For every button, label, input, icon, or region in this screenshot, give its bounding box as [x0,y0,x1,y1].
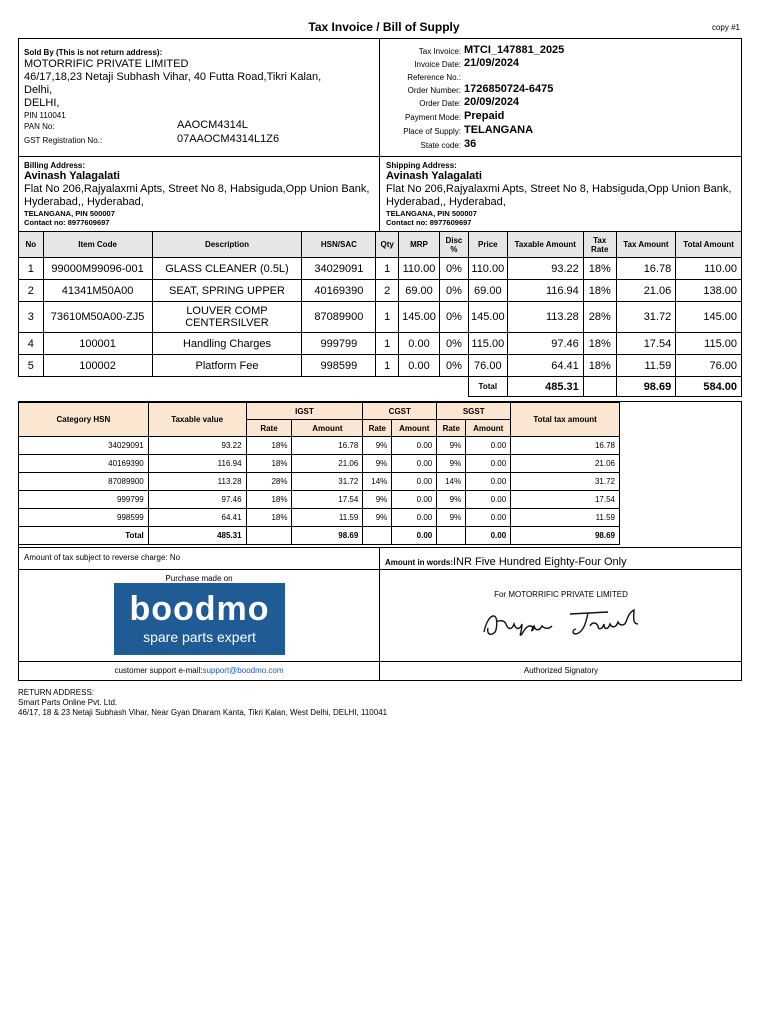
support-label: customer support e-mail: [114,666,203,675]
igst-amount: 17.54 [292,491,363,509]
tax-taxable: 93.22 [148,437,246,455]
col-disc-line2: % [450,244,458,254]
item-tax-amount: 21.06 [616,280,676,302]
tax-taxable: 116.94 [148,455,246,473]
col-item-code: Item Code [43,232,152,258]
sgst-amount: 0.00 [466,509,511,527]
invoice-meta-label: Reference No.: [407,73,461,82]
item-taxable: 113.28 [507,302,583,333]
items-total-tax: 98.69 [616,377,676,397]
amount-in-words-value: INR Five Hundred Eighty-Four Only [453,556,627,568]
signature-image [478,602,653,644]
item-hsn: 999799 [302,333,376,355]
sgst-rate: 9% [437,509,466,527]
tax-total-cgst: 0.00 [392,527,437,545]
item-description: Handling Charges [152,333,302,355]
col-disc-line1: Disc [445,235,463,245]
item-disc: 0% [440,258,469,280]
billing-line: Hyderabad,, Hyderabad, [24,196,144,208]
col-disc [440,232,469,258]
item-row [19,258,742,280]
cgst-amount: 0.00 [392,437,437,455]
item-mrp: 0.00 [398,333,439,355]
col-description: Description [152,232,302,258]
items-total-label: Total [468,377,507,397]
item-qty: 1 [376,333,399,355]
sgst-rate: 9% [437,455,466,473]
item-disc: 0% [440,302,469,333]
shipping-line: Hyderabad,, Hyderabad, [386,196,506,208]
billing-contact: Contact no: 8977609697 [24,218,110,227]
col-tax-rate [583,232,616,258]
item-rate: 18% [583,355,616,377]
col-mrp: MRP [398,232,439,258]
cgst-rate: 9% [363,437,392,455]
invoice-meta-value: 20/09/2024 [464,96,520,108]
item-hsn: 87089900 [302,302,376,333]
invoice-meta-value: Prepaid [464,110,505,122]
cgst-amount-header: Amount [392,420,437,437]
item-disc: 0% [440,333,469,355]
item-code: 73610M50A00-ZJ5 [43,302,152,333]
item-mrp: 110.00 [398,258,439,280]
items-total-row [19,377,742,397]
seller-pin: PIN 110041 [24,111,66,120]
amount-in-words-label: Amount in words: [385,558,453,567]
return-address-line: 46/17, 18 & 23 Netaji Subhash Vihar, Near Gyan Dharam Kanta, Tikri Kalan, West Delhi, DELHI, 110041 [18,708,388,717]
igst-amount: 16.78 [292,437,363,455]
tax-total: 11.59 [511,509,620,527]
item-code: 100002 [43,355,152,377]
seller-address-line: Delhi, [24,84,53,96]
copy-label: copy #1 [711,23,740,32]
billing-name: Avinash Yalagalati [24,170,120,182]
item-no: 2 [19,280,44,302]
shipping-address [386,161,746,227]
item-total: 110.00 [676,258,742,280]
shipping-contact: Contact no: 8977609697 [386,218,472,227]
tax-col-total: Total tax amount [511,403,620,437]
return-address-label: RETURN ADDRESS: [18,688,95,697]
item-qty: 2 [376,280,399,302]
tax-col-igst: IGST [246,403,363,420]
item-description: GLASS CLEANER (0.5L) [152,258,302,280]
purchase-made-on: Purchase made on [165,574,233,583]
tax-total-igst: 98.69 [292,527,363,545]
items-table [18,231,742,397]
item-code: 41341M50A00 [43,280,152,302]
col-qty: Qty [376,232,399,258]
item-description-line1: LOUVER COMP [186,305,268,317]
item-disc: 0% [440,280,469,302]
sgst-rate: 9% [437,437,466,455]
tax-total-label: Total [19,527,149,545]
tax-row [19,455,620,473]
tax-hsn: 999799 [19,491,149,509]
invoice-meta-label: Place of Supply: [403,127,461,136]
sgst-amount: 0.00 [466,437,511,455]
tax-total-amount: 98.69 [511,527,620,545]
item-row [19,355,742,377]
cgst-amount: 0.00 [392,491,437,509]
tax-col-taxable: Taxable value [148,403,246,437]
item-no: 4 [19,333,44,355]
col-total: Total Amount [676,232,742,258]
shipping-label: Shipping Address: [386,161,457,170]
gst-label: GST Registration No.: [24,136,103,145]
invoice-meta-label: Invoice Date: [414,60,461,69]
sgst-amount: 0.00 [466,473,511,491]
items-total-taxable: 485.31 [507,377,583,397]
igst-rate: 18% [246,437,292,455]
shipping-name: Avinash Yalagalati [386,170,482,182]
item-disc: 0% [440,355,469,377]
item-taxable: 97.46 [507,333,583,355]
invoice-meta-label: State code: [420,141,461,150]
item-row [19,280,742,302]
amount-in-words [385,552,627,570]
col-hsn: HSN/SAC [302,232,376,258]
igst-rate: 28% [246,473,292,491]
tax-row [19,491,620,509]
item-hsn: 998599 [302,355,376,377]
item-total: 145.00 [676,302,742,333]
igst-rate: 18% [246,455,292,473]
igst-rate: 18% [246,509,292,527]
item-price: 76.00 [468,355,507,377]
item-code: 100001 [43,333,152,355]
logo-tagline: spare parts expert [143,629,256,645]
item-row [19,302,742,333]
cgst-rate-header: Rate [363,420,392,437]
item-qty: 1 [376,302,399,333]
cgst-rate: 9% [363,455,392,473]
gst-value: 07AAOCM4314L1Z6 [177,133,280,145]
item-description: Platform Fee [152,355,302,377]
authorized-signatory: Authorized Signatory [523,666,599,675]
seller-address-line: DELHI, [24,97,60,109]
item-description [152,302,302,333]
igst-amount: 21.06 [292,455,363,473]
tax-total-sgst: 0.00 [466,527,511,545]
seller-address-line: 46/17,18,23 Netaji Subhash Vihar, 40 Futta Road,Tikri Kalan, [24,71,322,83]
item-price: 115.00 [468,333,507,355]
col-tax-amount: Tax Amount [616,232,676,258]
billing-label: Billing Address: [24,161,86,170]
igst-amount: 11.59 [292,509,363,527]
item-rate: 18% [583,258,616,280]
customer-support [18,666,380,675]
igst-amount-header: Amount [292,420,363,437]
item-description: SEAT, SPRING UPPER [152,280,302,302]
item-rate: 28% [583,302,616,333]
logo-wordmark: boodmo [129,590,270,628]
tax-taxable: 64.41 [148,509,246,527]
item-description-line2: CENTERSILVER [185,317,269,329]
sgst-amount: 0.00 [466,455,511,473]
item-total: 76.00 [676,355,742,377]
invoice-meta-label: Payment Mode: [404,113,461,122]
tax-total: 21.06 [511,455,620,473]
tax-summary-table [18,402,620,545]
col-tax-rate-line2: Rate [591,244,609,254]
item-code: 99000M99096-001 [43,258,152,280]
tax-hsn: 34029091 [19,437,149,455]
tax-col-sgst: SGST [437,403,511,420]
tax-total: 17.54 [511,491,620,509]
item-tax-amount: 16.78 [616,258,676,280]
boodmo-logo [114,583,285,655]
shipping-state-pin: TELANGANA, PIN 500007 [386,209,477,218]
tax-col-cgst: CGST [363,403,437,420]
col-price: Price [468,232,507,258]
col-tax-rate-line1: Tax [593,235,607,245]
tax-header-row [19,403,620,420]
item-price: 69.00 [468,280,507,302]
tax-taxable: 113.28 [148,473,246,491]
invoice-meta-value: MTCI_147881_2025 [464,44,565,56]
tax-taxable: 97.46 [148,491,246,509]
item-taxable: 116.94 [507,280,583,302]
tax-total-row [19,527,620,545]
invoice-meta-value: 36 [464,138,477,150]
for-company: For MOTORRIFIC PRIVATE LIMITED [494,590,628,599]
invoice-meta-value: 1726850724-6475 [464,83,554,95]
item-taxable: 64.41 [507,355,583,377]
cgst-rate: 14% [363,473,392,491]
item-qty: 1 [376,355,399,377]
tax-hsn: 40169390 [19,455,149,473]
invoice-meta-value: TELANGANA [464,124,534,136]
item-hsn: 40169390 [302,280,376,302]
tax-total: 31.72 [511,473,620,491]
item-qty: 1 [376,258,399,280]
support-email-link[interactable]: support@boodmo.com [202,666,284,675]
seller-label: Sold By (This is not return address): [24,48,163,57]
return-address [18,688,387,718]
tax-col-category: Category HSN [19,403,149,437]
invoice-meta-label: Order Date: [419,99,461,108]
item-tax-amount: 31.72 [616,302,676,333]
item-price: 110.00 [468,258,507,280]
item-taxable: 93.22 [507,258,583,280]
item-tax-amount: 17.54 [616,333,676,355]
igst-amount: 31.72 [292,473,363,491]
reverse-charge-note: Amount of tax subject to reverse charge: No [24,553,181,562]
invoice-meta-value: 21/09/2024 [464,57,520,69]
sgst-amount-header: Amount [466,420,511,437]
cgst-amount: 0.00 [392,455,437,473]
item-no: 3 [19,302,44,333]
col-taxable: Taxable Amount [507,232,583,258]
pan-label: PAN No: [24,122,55,131]
item-row [19,333,742,355]
item-no: 5 [19,355,44,377]
tax-hsn: 87089900 [19,473,149,491]
item-hsn: 34029091 [302,258,376,280]
item-rate: 18% [583,333,616,355]
sgst-rate: 14% [437,473,466,491]
billing-address [24,161,384,227]
items-grand-total: 584.00 [676,377,742,397]
item-price: 145.00 [468,302,507,333]
item-no: 1 [19,258,44,280]
seller-block [24,48,374,120]
invoice-meta-label: Tax Invoice: [418,47,461,56]
cgst-rate: 9% [363,491,392,509]
tax-row [19,473,620,491]
cgst-rate: 9% [363,509,392,527]
sgst-rate: 9% [437,491,466,509]
shipping-line: Flat No 206,Rajyalaxmi Apts, Street No 8, Habsiguda,Opp Union Bank, [386,183,732,195]
billing-line: Flat No 206,Rajyalaxmi Apts, Street No 8, Habsiguda,Opp Union Bank, [24,183,370,195]
tax-total-taxable: 485.31 [148,527,246,545]
billing-state-pin: TELANGANA, PIN 500007 [24,209,115,218]
invoice-meta-label: Order Number: [407,86,461,95]
document-title: Tax Invoice / Bill of Supply [308,20,460,34]
sgst-amount: 0.00 [466,491,511,509]
tax-total: 16.78 [511,437,620,455]
igst-rate: 18% [246,491,292,509]
tax-row [19,437,620,455]
seller-name: MOTORRIFIC PRIVATE LIMITED [24,58,189,70]
item-mrp: 0.00 [398,355,439,377]
tax-row [19,509,620,527]
item-total: 138.00 [676,280,742,302]
item-rate: 18% [583,280,616,302]
igst-rate-header: Rate [246,420,292,437]
items-header-row [19,232,742,258]
cgst-amount: 0.00 [392,509,437,527]
item-total: 115.00 [676,333,742,355]
col-no: No [19,232,44,258]
item-tax-amount: 11.59 [616,355,676,377]
tax-hsn: 998599 [19,509,149,527]
return-address-company: Smart Parts Online Pvt. Ltd. [18,698,118,707]
item-mrp: 69.00 [398,280,439,302]
cgst-amount: 0.00 [392,473,437,491]
pan-value: AAOCM4314L [177,119,248,131]
sgst-rate-header: Rate [437,420,466,437]
item-mrp: 145.00 [398,302,439,333]
